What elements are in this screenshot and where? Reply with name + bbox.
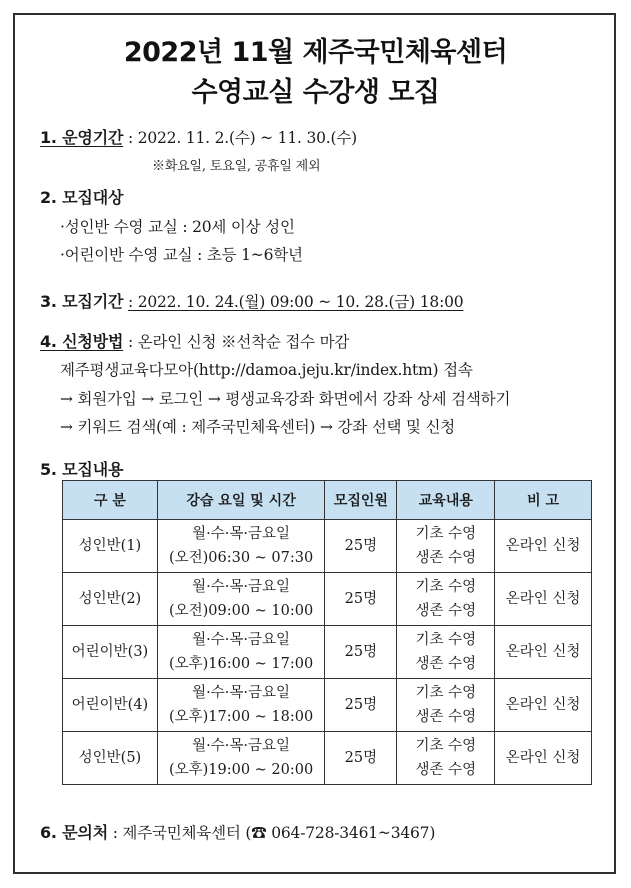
schedule-table (62, 480, 592, 785)
content-survival: 생존 수영 (415, 603, 477, 619)
class-schedule (157, 573, 324, 626)
section-apply-method (40, 329, 349, 352)
apply-steps-line: → 회원가입 → 로그인 → 평생교육강좌 화면에서 강좌 상세 검색하기 (60, 390, 511, 408)
content-basic: 기초 수영 (415, 579, 477, 595)
column-header: 비 고 (495, 481, 592, 520)
class-name: 성인반(5) (63, 732, 158, 785)
class-time: (오전)09:00 ~ 10:00 (168, 603, 314, 619)
class-content (397, 520, 495, 573)
content-basic: 기초 수영 (415, 632, 477, 648)
class-content (397, 626, 495, 679)
class-days: 월·수·목·금요일 (192, 738, 291, 754)
apply-method-value: : 온라인 신청 ※선착순 접수 마감 (127, 333, 350, 351)
class-days: 월·수·목·금요일 (192, 632, 291, 648)
apply-search-line: → 키워드 검색(예 : 제주국민체육센터) → 강좌 선택 및 신청 (60, 418, 456, 436)
section-contact (40, 820, 435, 843)
class-content (397, 732, 495, 785)
table-row (63, 573, 592, 626)
title-line-1: 2022년 11월 제주국민체육센터 (123, 37, 508, 68)
operation-period-value: : 2022. 11. 2.(수) ~ 11. 30.(수) (127, 129, 357, 147)
section-recruit-period (40, 289, 463, 312)
class-name: 성인반(2) (63, 573, 158, 626)
section-heading: 1. 운영기간 (40, 128, 124, 147)
content-survival: 생존 수영 (415, 762, 477, 778)
class-time: (오후)16:00 ~ 17:00 (168, 656, 314, 672)
table-row (63, 626, 592, 679)
excluded-days-note: ※화요일, 토요일, 공휴일 제외 (152, 159, 321, 174)
class-note: 온라인 신청 (495, 679, 592, 732)
column-header: 강습 요일 및 시간 (157, 481, 324, 520)
table-row (63, 732, 592, 785)
class-schedule (157, 626, 324, 679)
column-header: 교육내용 (397, 481, 495, 520)
class-name: 어린이반(4) (63, 679, 158, 732)
table-header-row (63, 481, 592, 520)
apply-site-line: 제주평생교육다모아(http://damoa.jeju.kr/index.htm) 접속 (60, 361, 473, 379)
title-line-2: 수영교실 수강생 모집 (191, 77, 440, 108)
section-heading: 6. 문의처 (40, 823, 108, 842)
column-header: 모집인원 (325, 481, 397, 520)
class-days: 월·수·목·금요일 (192, 526, 291, 542)
class-time: (오후)19:00 ~ 20:00 (168, 762, 314, 778)
class-content (397, 573, 495, 626)
table-row (63, 520, 592, 573)
section-heading: 5. 모집내용 (40, 460, 124, 479)
table-row (63, 679, 592, 732)
class-capacity: 25명 (325, 573, 397, 626)
contact-value: : 제주국민체육센터 (☎ 064-728-3461~3467) (112, 824, 436, 842)
class-days: 월·수·목·금요일 (192, 579, 291, 595)
class-note: 온라인 신청 (495, 520, 592, 573)
content-survival: 생존 수영 (415, 709, 477, 725)
section-heading: 3. 모집기간 (40, 292, 124, 311)
class-note: 온라인 신청 (495, 626, 592, 679)
section-heading: 4. 신청방법 (40, 332, 124, 351)
class-schedule (157, 679, 324, 732)
target-children: ·어린이반 수영 교실 : 초등 1~6학년 (60, 246, 303, 264)
class-days: 월·수·목·금요일 (192, 685, 291, 701)
class-name: 어린이반(3) (63, 626, 158, 679)
content-basic: 기초 수영 (415, 738, 477, 754)
class-schedule (157, 520, 324, 573)
section-heading: 2. 모집대상 (40, 188, 124, 207)
target-adult: ·성인반 수영 교실 : 20세 이상 성인 (60, 218, 295, 236)
class-note: 온라인 신청 (495, 732, 592, 785)
content-basic: 기초 수영 (415, 526, 477, 542)
class-note: 온라인 신청 (495, 573, 592, 626)
class-content (397, 679, 495, 732)
content-survival: 생존 수영 (415, 550, 477, 566)
class-schedule (157, 732, 324, 785)
content-survival: 생존 수영 (415, 656, 477, 672)
class-time: (오전)06:30 ~ 07:30 (168, 550, 314, 566)
recruit-period-value: : 2022. 10. 24.(월) 09:00 ~ 10. 28.(금) 18:00 (127, 293, 464, 311)
column-header: 구 분 (63, 481, 158, 520)
class-capacity: 25명 (325, 626, 397, 679)
class-name: 성인반(1) (63, 520, 158, 573)
content-basic: 기초 수영 (415, 685, 477, 701)
class-capacity: 25명 (325, 732, 397, 785)
class-time: (오후)17:00 ~ 18:00 (168, 709, 314, 725)
section-operation-period (40, 125, 357, 148)
class-capacity: 25명 (325, 679, 397, 732)
class-capacity: 25명 (325, 520, 397, 573)
